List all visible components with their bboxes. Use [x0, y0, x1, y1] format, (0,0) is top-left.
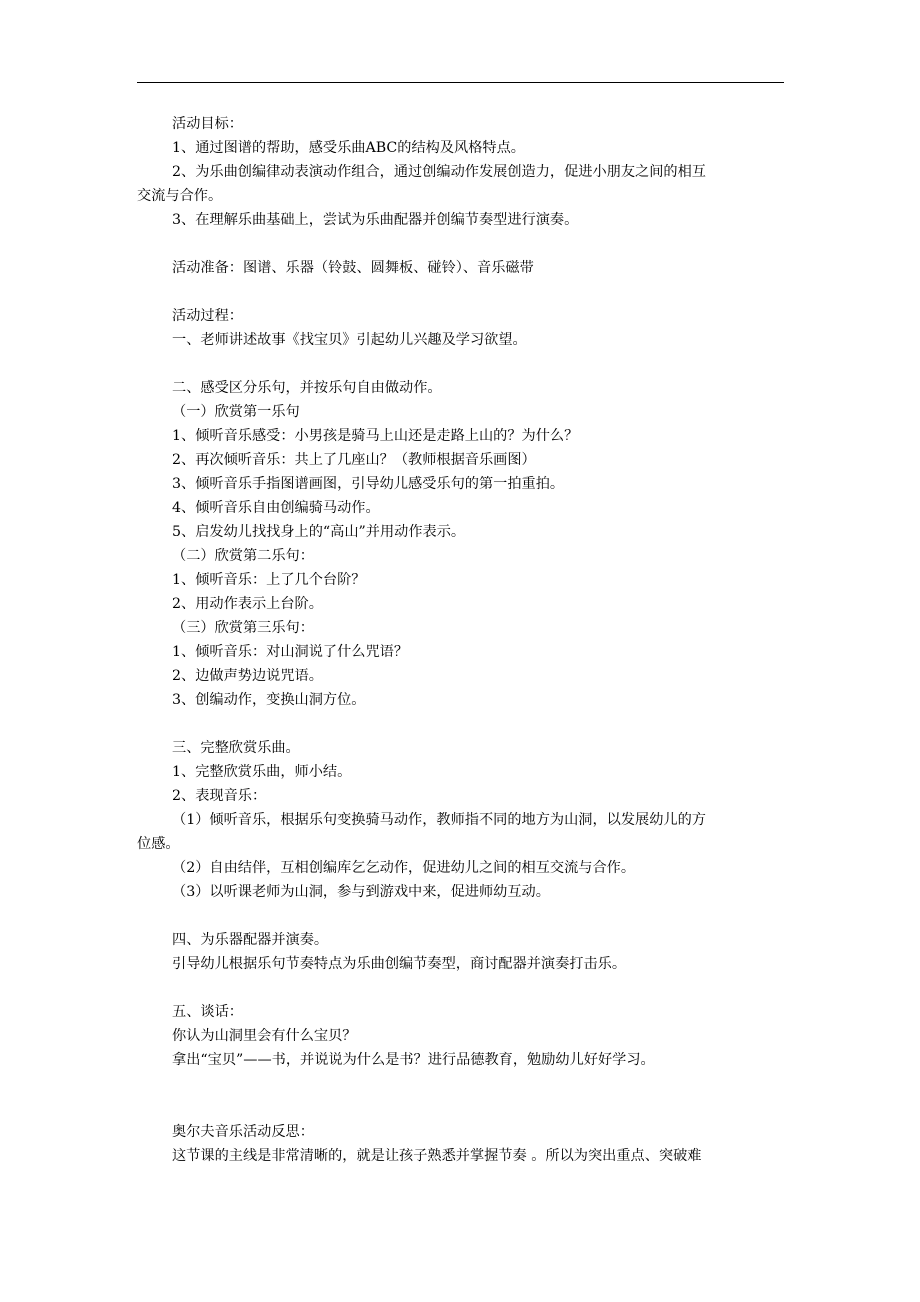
- preparation-text: 活动准备：图谱、乐器（铃鼓、圆舞板、碰铃）、音乐磁带: [172, 260, 534, 276]
- reflection-paragraph: 这节课的主线是非常清晰的，就是让孩子熟悉并掌握节奏 。所以为突出重点、突破难: [172, 1148, 702, 1164]
- list-item: 3、创编动作，变换山洞方位。: [172, 692, 366, 708]
- goal-item: 2、为乐曲创编律动表演动作组合，通过创编动作发展创造力，促进小朋友之间的相互: [172, 164, 706, 180]
- goal-item: 3、在理解乐曲基础上，尝试为乐曲配器并创编节奏型进行演奏。: [172, 212, 579, 228]
- list-item: 2、用动作表示上台阶。: [172, 596, 323, 612]
- list-item: 2、表现音乐：: [172, 788, 267, 804]
- step-heading: 二、感受区分乐句，并按乐句自由做动作。: [172, 380, 442, 396]
- sub-list-item: （3）以听课老师为山洞，参与到游戏中来，促进师幼互动。: [172, 884, 550, 900]
- step-heading: 四、为乐器配器并演奏。: [172, 932, 329, 948]
- reflection-heading: 奥尔夫音乐活动反思：: [172, 1124, 314, 1140]
- goal-item: 1、通过图谱的帮助，感受乐曲ABC的结构及风格特点。: [172, 140, 525, 156]
- paragraph: 你认为山洞里会有什么宝贝？: [172, 1028, 357, 1044]
- step-heading: 五、谈话：: [172, 1004, 243, 1020]
- paragraph: 引导幼儿根据乐句节奏特点为乐曲创编节奏型，商讨配器并演奏打击乐。: [172, 956, 627, 972]
- process-heading: 活动过程：: [172, 308, 243, 324]
- goal-item-continuation: 交流与合作。: [137, 188, 223, 204]
- subsection-heading: （二）欣赏第二乐句：: [172, 548, 314, 564]
- header-rule: [137, 82, 784, 83]
- step-heading: 一、老师讲述故事《找宝贝》引起幼儿兴趣及学习欲望。: [172, 332, 527, 348]
- sub-list-item: （1）倾听音乐，根据乐句变换骑马动作，教师指不同的地方为山洞，以发展幼儿的方: [172, 812, 706, 828]
- list-item: 1、倾听音乐感受：小男孩是骑马上山还是走路上山的？为什么？: [172, 428, 579, 444]
- goals-heading: 活动目标：: [172, 116, 243, 132]
- list-item: 5、启发幼儿找找身上的“高山”并用动作表示。: [172, 524, 466, 540]
- list-item: 1、倾听音乐：对山洞说了什么咒语？: [172, 644, 409, 660]
- list-item: 2、再次倾听音乐：共上了几座山？（教师根据音乐画图）: [172, 452, 536, 468]
- paragraph: 拿出“宝贝”——书，并说说为什么是书？进行品德教育，勉励幼儿好好学习。: [172, 1052, 655, 1068]
- list-item: 4、倾听音乐自由创编骑马动作。: [172, 500, 380, 516]
- sub-list-item: （2）自由结伴，互相创编库乞乞动作，促进幼儿之间的相互交流与合作。: [172, 860, 636, 876]
- subsection-heading: （一）欣赏第一乐句: [172, 404, 300, 420]
- subsection-heading: （三）欣赏第三乐句：: [172, 620, 314, 636]
- list-item: 1、倾听音乐：上了几个台阶？: [172, 572, 366, 588]
- list-item: 1、完整欣赏乐曲，师小结。: [172, 764, 352, 780]
- list-item: 2、边做声势边说咒语。: [172, 668, 323, 684]
- sub-list-item-continuation: 位感。: [137, 836, 180, 852]
- list-item: 3、倾听音乐手指图谱画图，引导幼儿感受乐句的第一拍重拍。: [172, 476, 565, 492]
- step-heading: 三、完整欣赏乐曲。: [172, 740, 300, 756]
